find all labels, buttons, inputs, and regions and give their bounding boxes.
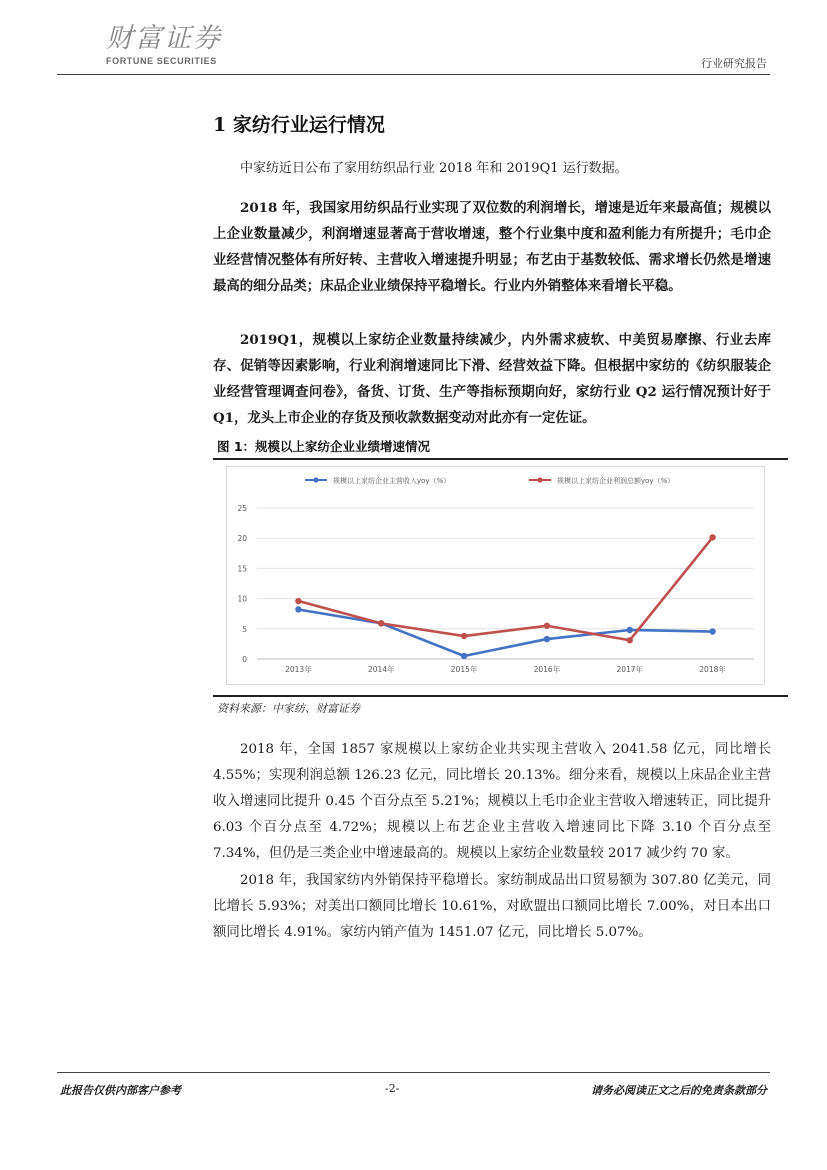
data-point <box>378 620 384 626</box>
data-point <box>461 633 467 639</box>
legend-marker <box>313 477 318 482</box>
data-point <box>295 598 301 604</box>
detail-paragraph-revenue: 2018 年，全国 1857 家规模以上家纺企业共实现主营收入 2041.58 亿元，同比增长 4.55%；实现利润总额 126.23 亿元，同比增长 20.13%。细分来看，规模以上床品企业主营收入增速同比提升 0.45 个百分点至 5.21%；规模以上毛巾企业主营收入增速转正，同比提升 6.03 个百分点至 4.72%；规模以上布艺企业主营收入增速同比下降 3.10 个百分点至 7.34%，但仍是三类企业中增速最高的。规模以上家纺企业数量较 2017 减少约 70 家。 <box>213 742 771 861</box>
figure-source: 资料来源：中家纺、财富证券 <box>217 702 360 715</box>
figure-top-rule <box>213 458 788 460</box>
footer-disclaimer: 此报告仅供内部客户参考 <box>60 1084 181 1097</box>
y-tick-label: 15 <box>237 564 247 574</box>
page-number: -2- <box>385 1082 400 1095</box>
footer-notice: 请务必阅读正文之后的免责条款部分 <box>591 1084 767 1097</box>
summary-paragraph-2019q1: 2019Q1，规模以上家纺企业数量持续减少，内外需求疲软、中美贸易摩擦、行业去库存、促销等因素影响，行业利润增速同比下滑、经营效益下降。但根据中家纺的《纺织服装企业经营管理调查问卷》，备货、订货、生产等指标预期向好，家纺行业 Q2 运行情况预计好于 Q1，龙头上市企业的存货及预收款数据变动对此亦有一定佐证。 <box>213 332 771 426</box>
x-tick-label: 2015年 <box>450 665 478 674</box>
data-point <box>627 627 633 633</box>
line-chart <box>227 467 764 684</box>
series-line-1 <box>298 537 712 640</box>
figure-title: 图 1：规模以上家纺企业业绩增速情况 <box>217 439 431 454</box>
x-tick-label: 2017年 <box>616 665 644 674</box>
section-title: 1 家纺行业运行情况 <box>213 114 385 136</box>
y-tick-label: 5 <box>242 624 247 634</box>
footer-divider <box>57 1072 770 1073</box>
data-point <box>709 534 715 540</box>
data-point <box>544 636 550 642</box>
logo-english-text: FORTUNE SECURITIES <box>106 56 217 66</box>
x-tick-label: 2014年 <box>367 665 395 674</box>
company-logo <box>106 24 222 66</box>
chart-container <box>226 466 765 685</box>
y-tick-label: 20 <box>237 534 247 544</box>
data-point <box>544 623 550 629</box>
y-tick-label: 10 <box>237 594 247 604</box>
data-point <box>461 653 467 659</box>
detail-paragraph-trade: 2018 年，我国家纺内外销保持平稳增长。家纺制成品出口贸易额为 307.80 亿美元，同比增长 5.93%；对美出口额同比增长 10.61%，对欧盟出口额同比增长 7.00%，对日本出口额同比增长 4.91%。家纺内销产值为 1451.07 亿元，同比增长 5.07%。 <box>213 873 771 940</box>
header-divider <box>57 74 770 75</box>
legend-label: 规模以上家纺企业利润总额yoy（%） <box>557 477 675 485</box>
data-point <box>627 637 633 643</box>
report-type-label: 行业研究报告 <box>701 57 767 70</box>
intro-paragraph: 中家纺近日公布了家用纺织品行业 2018 年和 2019Q1 运行数据。 <box>240 161 628 176</box>
data-point <box>295 606 301 612</box>
figure-bottom-rule <box>213 695 788 697</box>
summary-paragraph-2018: 2018 年，我国家用纺织品行业实现了双位数的利润增长，增速是近年来最高值；规模以上企业数量减少，利润增速显著高于营收增速，整个行业集中度和盈利能力有所提升；毛巾企业经营情况整体有所好转、主营收入增速提升明显；布艺由于基数较低、需求增长仍然是增速最高的细分品类；床品企业业绩保持平稳增长。行业内外销整体来看增长平稳。 <box>213 200 771 294</box>
logo-chinese-text: 财富证券 <box>106 23 222 54</box>
y-tick-label: 25 <box>237 504 247 513</box>
x-tick-label: 2018年 <box>699 665 726 674</box>
x-tick-label: 2016年 <box>533 665 561 674</box>
data-point <box>709 628 715 634</box>
legend-label: 规模以上家纺企业主营收入yoy（%） <box>333 477 451 485</box>
y-tick-label: 0 <box>242 655 247 664</box>
legend-marker <box>537 477 542 482</box>
x-tick-label: 2013年 <box>285 665 312 674</box>
